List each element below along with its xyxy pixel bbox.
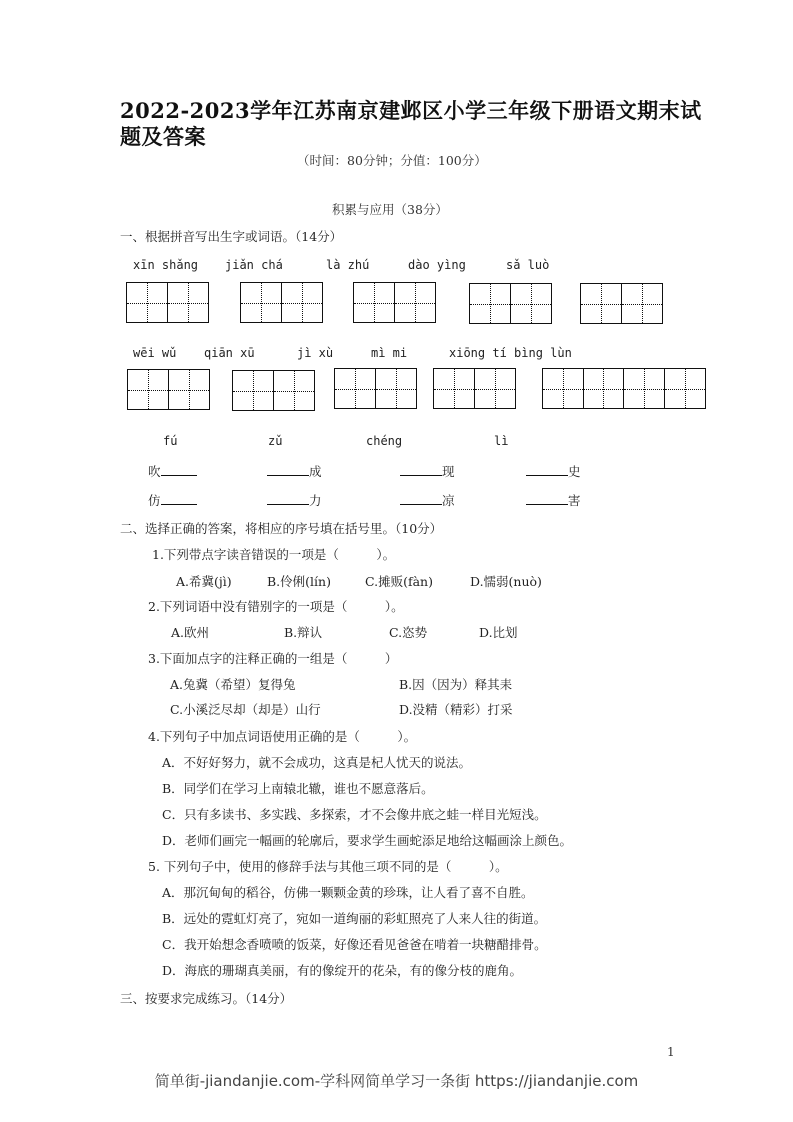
fill-char: 史	[568, 464, 581, 479]
part2-heading: 二、选择正确的答案，将相应的序号填在括号里。（10分）	[120, 521, 443, 536]
fill-blank[interactable]	[267, 463, 309, 476]
section-heading: 积累与应用（38分）	[332, 202, 448, 217]
q1-option-a[interactable]: A.希冀(jì)	[176, 574, 232, 589]
q3-option-a[interactable]: A.兔冀（希望）复得兔	[170, 677, 296, 692]
question-3-stem: 3.下面加点字的注释正确的一组是（ ）	[148, 651, 398, 666]
pinyin-label: xiōng tí bìng lùn	[449, 346, 572, 360]
fill-char: 力	[309, 493, 322, 508]
fill-char: 凉	[442, 493, 455, 508]
fill-blank[interactable]	[526, 492, 568, 505]
q2-option-a[interactable]: A.欧州	[171, 625, 210, 640]
pinyin-label: sǎ luò	[506, 258, 550, 272]
part3-heading: 三、按要求完成练习。（14分）	[120, 991, 293, 1006]
pinyin-label: mì mi	[371, 346, 408, 360]
q5-option-d[interactable]: D．海底的珊瑚真美丽，有的像绽开的花朵，有的像分枝的鹿角。	[162, 963, 523, 978]
fill-blank[interactable]	[161, 463, 197, 476]
pinyin-label: qiān xū	[204, 346, 255, 360]
q1-option-c[interactable]: C.摊贩(fàn)	[365, 574, 433, 589]
fill-char: 成	[309, 464, 322, 479]
q3-option-b[interactable]: B.因（因为）释其耒	[399, 677, 513, 692]
pinyin-label: zǔ	[268, 434, 283, 448]
fill-char: 现	[442, 464, 455, 479]
writing-grid-xinshang[interactable]	[126, 282, 209, 323]
writing-grid-jiancha[interactable]	[240, 282, 323, 323]
writing-grid-jixu[interactable]	[334, 368, 417, 409]
page-number: 1	[667, 1045, 675, 1059]
fill-blank[interactable]	[400, 492, 442, 505]
q1-option-d[interactable]: D.懦弱(nuò)	[470, 574, 542, 589]
pinyin-label: jiǎn chá	[225, 258, 283, 272]
fill-blank[interactable]	[267, 492, 309, 505]
fill-blank[interactable]	[526, 463, 568, 476]
q3-option-d[interactable]: D.没精（精彩）打采	[399, 702, 513, 717]
q5-option-c[interactable]: C．我开始想念香喷喷的饭菜，好像还看见爸爸在啃着一块糖醋排骨。	[162, 937, 547, 952]
fill-char: 仿	[148, 493, 161, 508]
pinyin-label: xīn shǎng	[133, 258, 199, 272]
fill-blank[interactable]	[400, 463, 442, 476]
pinyin-label: jì xù	[297, 346, 334, 360]
question-5-stem: 5. 下列句子中，使用的修辞手法与其他三项不同的是（ ）。	[148, 859, 508, 874]
writing-grid-qianxu[interactable]	[232, 370, 315, 411]
pinyin-label: wēi wǔ	[133, 346, 177, 360]
document-title-line2: 题及答案	[120, 124, 206, 149]
pinyin-label: fú	[163, 434, 178, 448]
q4-option-b[interactable]: B．同学们在学习上南辕北辙，谁也不愿意落后。	[162, 781, 434, 796]
question-2-stem: 2.下列词语中没有错别字的一项是（ ）。	[148, 599, 404, 614]
question-1-stem: 1.下列带点字读音错误的一项是（ ）。	[152, 547, 396, 562]
q2-option-d[interactable]: D.比划	[479, 625, 518, 640]
q2-option-c[interactable]: C.恣势	[389, 625, 428, 640]
fill-char: 害	[568, 493, 581, 508]
q4-option-d[interactable]: D．老师们画完一幅画的轮廓后，要求学生画蛇添足地给这幅画涂上颜色。	[162, 833, 573, 848]
document-title-line1: 2022-2023学年江苏南京建邺区小学三年级下册语文期末试	[120, 98, 702, 123]
pinyin-label: chéng	[366, 434, 403, 448]
writing-grid-mimi[interactable]	[433, 368, 516, 409]
pinyin-label: là zhú	[326, 258, 370, 272]
q1-option-b[interactable]: B.伶俐(lín)	[267, 574, 331, 589]
writing-grid-saluo[interactable]	[580, 283, 663, 324]
q4-option-a[interactable]: A．不好好努力，就不会成功，这真是杞人忧天的说法。	[162, 755, 472, 770]
fill-blank[interactable]	[161, 492, 197, 505]
exam-time-score: （时间：80分钟；分值：100分）	[297, 153, 487, 168]
q2-option-b[interactable]: B.辩认	[284, 625, 323, 640]
writing-grid-xiongtibinglun[interactable]	[542, 368, 706, 409]
q3-option-c[interactable]: C.小溪泛尽却（却是）山行	[170, 702, 321, 717]
footer-watermark: 简单街-jiandanjie.com-学科网简单学习一条街 https://jiandanjie.com	[154, 1072, 639, 1090]
q4-option-c[interactable]: C．只有多读书、多实践、多探索，才不会像井底之蛙一样目光短浅。	[162, 807, 547, 822]
q5-option-a[interactable]: A．那沉甸甸的稻谷，仿佛一颗颗金黄的珍珠，让人看了喜不自胜。	[162, 885, 534, 900]
pinyin-label: dào yìng	[408, 258, 466, 272]
question-4-stem: 4.下列句子中加点词语使用正确的是（ ）。	[148, 729, 417, 744]
q5-option-b[interactable]: B．远处的霓虹灯亮了，宛如一道绚丽的彩虹照亮了人来人往的街道。	[162, 911, 547, 926]
writing-grid-weiwu[interactable]	[127, 369, 210, 410]
pinyin-label: lì	[494, 434, 509, 448]
writing-grid-lazhu[interactable]	[353, 282, 436, 323]
fill-char: 吹	[148, 464, 161, 479]
writing-grid-daoying[interactable]	[469, 283, 552, 324]
part1-heading: 一、根据拼音写出生字或词语。（14分）	[120, 229, 343, 244]
